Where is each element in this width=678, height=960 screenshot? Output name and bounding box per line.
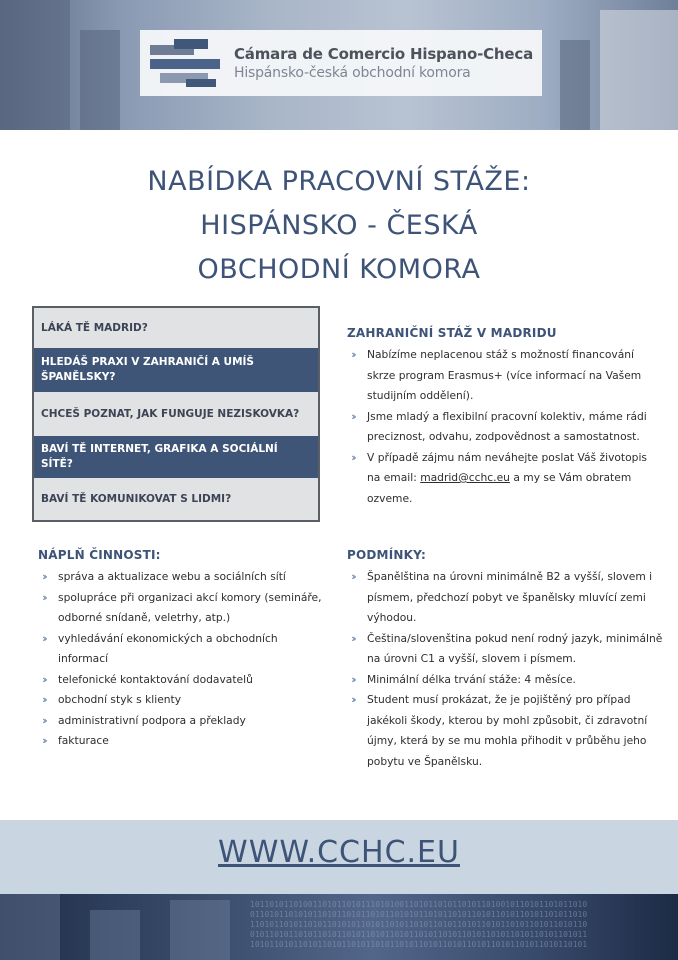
double-chevron-right-icon: ›› <box>351 570 354 583</box>
question-item: HLEDÁŠ PRAXI V ZAHRANIČÍ A UMÍŠ ŠPANĚLSKY? <box>34 348 318 392</box>
section-napln <box>38 548 330 752</box>
logo-subtitle: Hispánsko-česká obchodní komora <box>234 65 471 81</box>
double-chevron-right-icon: ›› <box>42 631 45 645</box>
section-staz <box>347 326 663 509</box>
list-item: ›› fakturace <box>38 731 330 752</box>
logo <box>140 30 542 96</box>
double-chevron-right-icon: ›› <box>42 693 45 706</box>
double-chevron-right-icon: ›› <box>351 672 354 686</box>
list-item: ›› V případě zájmu nám neváhejte poslat Váš životopis na email: madrid@cchc.eu a my se Vám obratem ozveme. <box>347 448 663 510</box>
title-line-3: OBCHODNÍ KOMORA <box>197 254 481 285</box>
double-chevron-right-icon: ›› <box>351 348 354 361</box>
url-band <box>0 820 678 894</box>
section-podminky <box>347 548 663 772</box>
double-chevron-right-icon: ›› <box>351 409 354 423</box>
question-item: BAVÍ TĚ INTERNET, GRAFIKA A SOCIÁLNÍ SÍTĚ? <box>34 436 318 478</box>
list-item: ›› Student musí prokázat, že je pojištěný pro případ jakékoli škody, kterou by mohl způsobit, či zdravotní újmy, která by se mu mohla přihodit v průběhu jeho pobytu ve Španělsku. <box>347 690 663 772</box>
list-item: ›› administrativní podpora a překlady <box>38 711 330 732</box>
list-item: ›› Nabízíme neplacenou stáž s možností financování skrze program Erasmus+ (více informací na Vašem studijním oddělení). <box>347 345 663 407</box>
list-item: ›› správa a aktualizace webu a sociálních sítí <box>38 567 330 588</box>
logo-title: Cámara de Comercio Hispano-Checa <box>234 45 533 63</box>
header-banner <box>0 0 678 130</box>
page-title <box>0 160 678 292</box>
double-chevron-right-icon: ›› <box>351 693 354 706</box>
title-line-1: NABÍDKA PRACOVNÍ STÁŽE: <box>147 166 531 197</box>
title-line-2: HISPÁNSKO - ČESKÁ <box>200 210 478 241</box>
list-item: ›› Jsme mladý a flexibilní pracovní kolektiv, máme rádi preciznost, odvahu, zodpovědnost a samostatnost. <box>347 407 663 448</box>
footer-banner <box>0 894 678 960</box>
double-chevron-right-icon: ›› <box>42 590 45 604</box>
double-chevron-right-icon: ›› <box>351 450 354 464</box>
list-item: ›› telefonické kontaktování dodavatelů <box>38 670 330 691</box>
section-podminky-title: PODMÍNKY: <box>347 548 426 562</box>
cchc-logo-mark-icon <box>150 37 228 89</box>
double-chevron-right-icon: ›› <box>42 713 45 727</box>
list-item: ›› Minimální délka trvání stáže: 4 měsíce. <box>347 670 663 691</box>
questions-box <box>32 306 320 522</box>
double-chevron-right-icon: ›› <box>42 734 45 747</box>
question-item: CHCEŠ POZNAT, JAK FUNGUJE NEZISKOVKA? <box>34 392 318 436</box>
email-link[interactable]: madrid@cchc.eu <box>420 471 510 484</box>
section-napln-title: NÁPLŇ ČINNOSTI: <box>38 548 161 562</box>
list-item: ›› Španělština na úrovni minimálně B2 a vyšší, slovem i písmem, předchozí pobyt ve španělsky mluvící zemi výhodou. <box>347 567 663 629</box>
double-chevron-right-icon: ›› <box>42 672 45 686</box>
question-item: BAVÍ TĚ KOMUNIKOVAT S LIDMI? <box>34 478 318 520</box>
binary-pattern: 1011010110100110101101011101010011010110101101011010010110101101011010 0110101101010110101101011010110101011010110101101011010110101101011010 1101011010110101101010110101101011010110101101011010110101101011010110 0101101011010110101101011010110101101011010110101101011010110101101011 1010110101101011010110101101011010110101101011010110101101011010110101 <box>250 900 588 949</box>
list-item: ›› Čeština/slovenština pokud není rodný jazyk, minimálně na úrovni C1 a vyšší, slovem i písmem. <box>347 629 663 670</box>
list-item: ›› obchodní styk s klienty <box>38 690 330 711</box>
question-item: LÁKÁ TĚ MADRID? <box>34 308 318 348</box>
section-staz-title: ZAHRANIČNÍ STÁŽ V MADRIDU <box>347 326 557 340</box>
list-item: ›› spolupráce při organizaci akcí komory (semináře, odborné snídaně, veletrhy, atp.) <box>38 588 330 629</box>
double-chevron-right-icon: ›› <box>351 631 354 645</box>
double-chevron-right-icon: ›› <box>42 570 45 583</box>
list-item: ›› vyhledávání ekonomických a obchodních informací <box>38 629 330 670</box>
website-link[interactable]: WWW.CCHC.EU <box>218 835 460 870</box>
